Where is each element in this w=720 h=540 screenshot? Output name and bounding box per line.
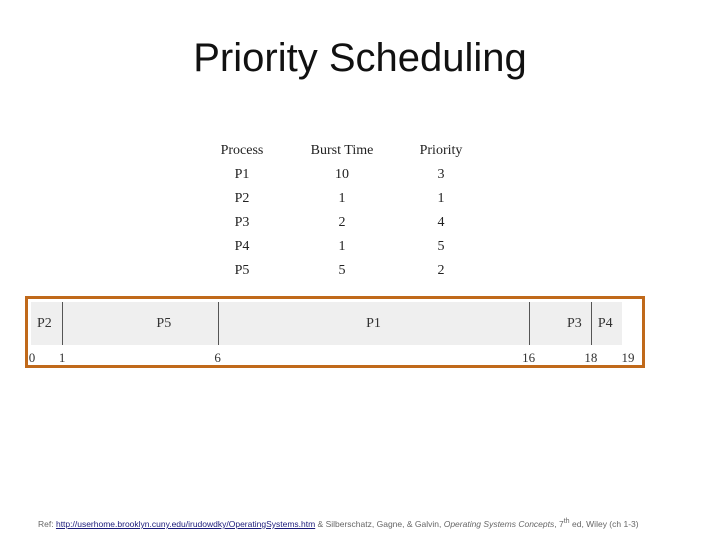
gantt-segment-label: P3 — [566, 316, 582, 331]
header-burst-time: Burst Time — [310, 143, 374, 158]
table-row — [196, 187, 486, 211]
table-row — [196, 259, 486, 283]
header-process: Process — [220, 143, 264, 158]
cell-priority: 4 — [437, 215, 445, 230]
cell-burst-time: 5 — [338, 263, 346, 278]
process-table — [196, 139, 486, 283]
gantt-segment-p2 — [31, 302, 62, 345]
gantt-segment-p1 — [218, 302, 529, 345]
gantt-tick-label: 16 — [522, 350, 536, 365]
cell-process: P3 — [234, 215, 250, 230]
cell-burst-time: 1 — [338, 239, 346, 254]
reference-edition-suffix: th — [563, 517, 570, 525]
table-row — [196, 211, 486, 235]
table-header-row — [196, 139, 486, 163]
ref-label: Ref: — [38, 518, 54, 529]
gantt-tick-label: 19 — [621, 350, 635, 365]
gantt-tick-label: 18 — [584, 350, 598, 365]
gantt-bar — [31, 302, 622, 345]
reference-book-title: Operating Systems Concepts — [443, 518, 555, 529]
reference-link[interactable]: http://userhome.brooklyn.cuny.edu/irudowdky/OperatingSystems.htm — [55, 518, 316, 529]
cell-process: P2 — [234, 191, 250, 206]
cell-process: P5 — [234, 263, 250, 278]
cell-priority: 5 — [437, 239, 445, 254]
cell-process: P4 — [234, 239, 250, 254]
gantt-segment-p5 — [62, 302, 218, 345]
table-row — [196, 235, 486, 259]
gantt-tick-label: 6 — [214, 350, 221, 365]
cell-priority: 2 — [437, 263, 445, 278]
cell-burst-time: 10 — [335, 167, 349, 182]
table-row — [196, 163, 486, 187]
reference-publisher: ed, Wiley (ch 1-3) — [569, 518, 639, 529]
gantt-segment-p3 — [529, 302, 591, 345]
gantt-chart — [25, 296, 645, 368]
gantt-tick-label: 0 — [28, 350, 36, 365]
gantt-segment-label: P2 — [37, 316, 52, 331]
gantt-segment-label: P4 — [597, 316, 613, 331]
reference-authors: & Silberschatz, Gagne, & Galvin, — [315, 518, 444, 529]
cell-burst-time: 2 — [338, 215, 346, 230]
cell-burst-time: 1 — [338, 191, 346, 206]
cell-priority: 1 — [437, 191, 445, 206]
gantt-tick-label: 1 — [58, 350, 66, 365]
reference-edition: , 7 — [554, 518, 564, 529]
gantt-segment-p4 — [591, 302, 622, 345]
slide-title: Priority Scheduling — [193, 36, 527, 80]
cell-process: P1 — [234, 167, 250, 182]
cell-priority: 3 — [437, 167, 445, 182]
gantt-segment-label: P1 — [366, 316, 381, 331]
header-priority: Priority — [419, 143, 463, 158]
reference-footer — [38, 517, 639, 529]
gantt-segment-label: P5 — [156, 316, 172, 331]
